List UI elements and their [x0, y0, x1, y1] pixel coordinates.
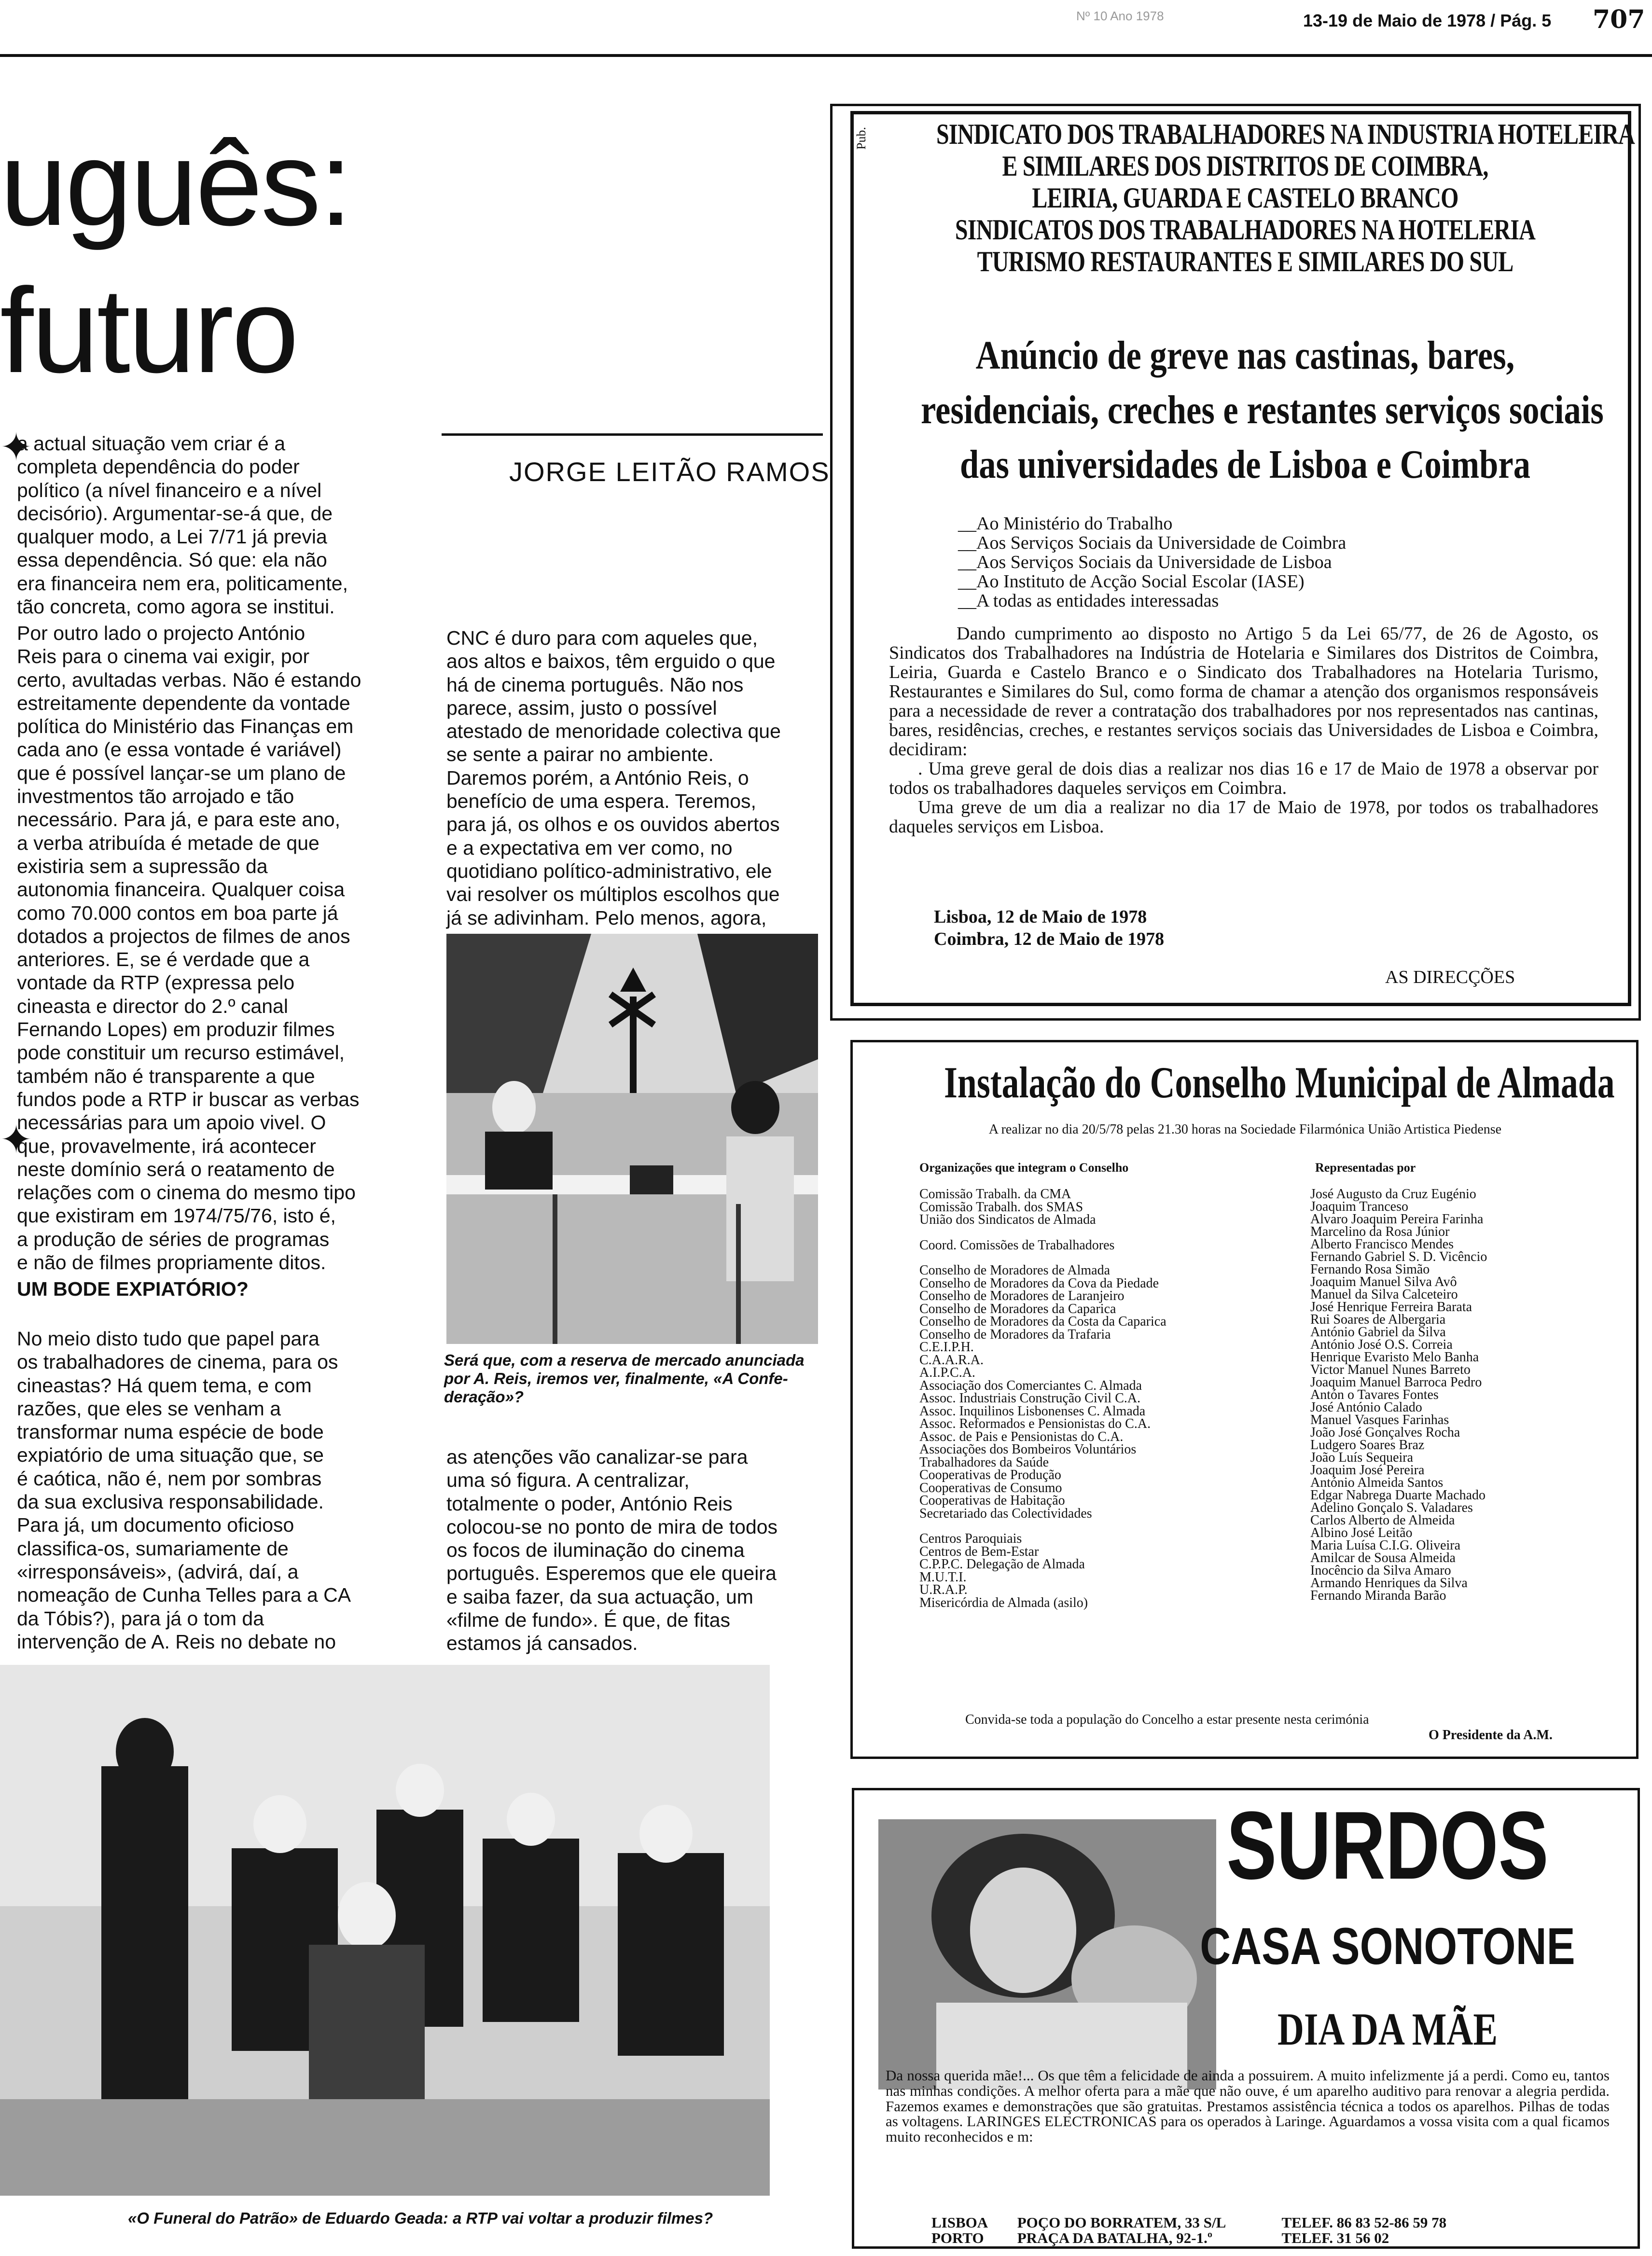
article-col2-para1: CNC é duro para com aqueles que, aos altos e baixos, têm erguido o que há de cinema português. Não nos parece, assim, justo o possível atestado de menoridade colectiva que se sente a pairar no ambiente. Daremos porém, a António Reis, o benefício de uma espera. Teremos, para já, os olhos e os ouvidos abertos e a expectativa em ver como, no quotidiano político-administrativo, ele vai resolver os múltiplos escolhos que já se adivinham. Pelo menos, agora, — [446, 627, 781, 929]
representative-item: Alvaro Joaquim Pereira Farinha — [1310, 1212, 1484, 1227]
article-col1-para1: a actual situação vem criar é a completa dependência do poder político (a nível financeiro e a nível decisório). Argumentar-se-á que, de qualquer modo, a Lei 7/71 já previa essa dependência. Só que: ela não era financeira nem era, politicamente, tão concreta, como agora se institui. — [17, 432, 348, 618]
representative-item: Armando Henriques da Silva — [1310, 1576, 1468, 1591]
byline-rule — [442, 433, 823, 436]
representative-item: Joaquim José Pereira — [1310, 1463, 1425, 1478]
union-line: SINDICATOS DOS TRABALHADORES NA HOTELERIA — [955, 214, 1536, 246]
header-rule — [0, 54, 1652, 57]
article-col2-para2: as atenções vão canalizar-se para uma só figura. A centralizar, totalmente o poder, António Reis colocou-se no ponto de mira de todos os focos de iluminação do cinema português. Esperemos que ele queira e saiba fazer, da sua actuação, um «filme de fundo». É que, de fitas estamos já cansados. — [446, 1446, 778, 1655]
article-subhead: UM BODE EXPIATÓRIO? — [17, 1278, 249, 1300]
greve-dates — [934, 906, 1164, 950]
greve-body-para: . Uma greve geral de dois dias a realizar nos dias 16 e 17 de Maio de 1978 a observar por todos os trabalhadores daqueles serviços em Coimbra. — [889, 759, 1598, 798]
greve-signature: AS DIRECÇÕES — [1385, 967, 1515, 987]
representative-item: Fernando Gabriel S. D. Vicêncio — [1310, 1249, 1487, 1264]
union-line: SINDICATO DOS TRABALHADORES NA INDUSTRIA HOTELEIRA — [936, 118, 1635, 150]
representative-item: Fernando Rosa Simão — [1310, 1262, 1430, 1277]
union-line: E SIMILARES DOS DISTRITOS DE COIMBRA, — [1002, 150, 1488, 182]
organization-item: C.E.I.P.H. — [919, 1340, 974, 1355]
representative-item: Fernando Miranda Barão — [1310, 1588, 1446, 1603]
organization-item: Trabalhadores da Saúde — [919, 1454, 1049, 1470]
union-line: TURISMO RESTAURANTES E SIMILARES DO SUL — [977, 246, 1513, 277]
sonotone-company: CASA SONOTONE — [1200, 1917, 1575, 1975]
greve-body-para: Uma greve de um dia a realizar no dia 17 de Maio de 1978, por todos os trabalhadores daqueles serviços em Lisboa. — [889, 797, 1598, 837]
sonotone-headline: SURDOS — [1226, 1792, 1549, 1899]
recipient-item: __Aos Serviços Sociais da Universidade de Coimbra — [958, 533, 1347, 553]
organization-item: C.A.A.R.A. — [919, 1352, 984, 1368]
article-col1-para2: Por outro lado o projecto António Reis para o cinema vai exigir, por certo, avultadas verbas. Não é estando estreitamente dependente da vontade política do Ministério das Finanças em cada ano (e essa vontade é variável) que é possível lançar-se um plano de investmentos tão arrojado e tão necessário. Para já, e para este ano, a verba atribuída é metade de que existiria sem a supressão da autonomia financeira. Qualquer coisa como 70.000 contos em boa parte já dotados a projectos de filmes de anos anteriores. E, se é verdade que a vontade da RTP (expressa pelo cineasta e director do 2.º canal Fernando Lopes) em produzir filmes pode constituir um recurso estimável, também não é transparente a que fundos pode a RTP ir buscar as verbas necessárias para um apoio vivel. O que, provavelmente, irá acontecer neste domínio será o reatamento de relações com o cinema do mesmo tipo que existiram em 1974/75/76, isto é, a produção de séries de programas e não de filmes propriamente ditos. — [17, 622, 361, 1274]
representative-item: Joaquim Manuel Barroca Pedro — [1310, 1375, 1482, 1390]
organization-item: Assoc. Inquilinos Lisbonenses C. Almada — [919, 1403, 1146, 1419]
almada-title: Instalação do Conselho Municipal de Almada — [944, 1058, 1615, 1107]
representative-item: Marcelino da Rosa Júnior — [1310, 1224, 1450, 1239]
organization-item: Assoc. de Pais e Pensionistas do C.A. — [919, 1429, 1124, 1444]
headline-line1: uguês: — [0, 116, 351, 250]
rep-column-header: Representadas por — [1315, 1161, 1416, 1175]
organization-item: A.I.P.C.A. — [919, 1365, 975, 1380]
cross-mark-icon: ✦ — [0, 425, 33, 470]
byline: JORGE LEITÃO RAMOS — [509, 457, 830, 487]
almada-subtitle: A realizar no dia 20/5/78 pelas 21.30 horas na Sociedade Filarmónica União Artistica Piedense — [988, 1122, 1502, 1137]
recipient-item: __Ao Instituto de Acção Social Escolar (IASE) — [958, 571, 1305, 592]
representative-item: António José O.S. Correia — [1310, 1337, 1453, 1352]
headline-line2: futuro — [0, 263, 297, 398]
funeral-do-patrao-photo — [0, 1665, 770, 2196]
organization-item: Cooperativas de Habitação — [919, 1493, 1065, 1508]
organization-item: Assoc. Reformados e Pensionistas do C.A. — [919, 1416, 1151, 1431]
representative-item: Henrique Evaristo Melo Banha — [1310, 1350, 1479, 1365]
representative-item: José Henrique Ferreira Barata — [1310, 1300, 1472, 1315]
cross-mark-icon: ✦ — [0, 1117, 33, 1162]
org-column-header: Organizações que integram o Conselho — [919, 1161, 1129, 1175]
organization-item: Conselho de Moradores da Trafaria — [919, 1327, 1111, 1342]
confederacao-photo — [446, 934, 818, 1344]
contact-city: PORTO — [931, 2229, 984, 2246]
greve-body-para: Dando cumprimento ao disposto no Artigo 5 da Lei 65/77, de 26 de Agosto, os Sindicatos dos Trabalhadores na Indústria de Hotelaria e Similares dos Distritos de Coimbra, Leiria, Guarda e Castelo Branco e o Sindicato dos Trabalhadores na Hotelaria Turismo, Restaurantes e Similares do Sul, como forma de chamar a atenção dos organismos responsáveis para a necessidade de rever a contratação dos trabalhadores por nos representados nas cantinas, bares, residências, creches, e restantes serviços sociais das Universidades de Lisboa e Coimbra, decidiram: — [889, 623, 1598, 760]
organization-item: Assoc. Industriais Construção Civil C.A. — [919, 1391, 1141, 1406]
recipient-item: __Ao Ministério do Trabalho — [958, 513, 1173, 534]
contact-phone: TELEF. 86 83 52-86 59 78 — [1281, 2214, 1447, 2231]
representative-item: Rui Soares de Albergaria — [1310, 1312, 1446, 1327]
mother-portrait-photo — [878, 1819, 1216, 2090]
organization-item: Comissão Trabalh. dos SMAS — [919, 1199, 1083, 1215]
representative-item: Joaquim Manuel Silva Avô — [1310, 1274, 1457, 1289]
representative-item: João José Gonçalves Rocha — [1310, 1425, 1460, 1440]
greve-headline — [921, 328, 1604, 492]
representative-item: Amilcar de Sousa Almeida — [1310, 1550, 1456, 1565]
contact-row — [931, 2230, 1446, 2246]
representative-item: Victor Manuel Nunes Barreto — [1310, 1362, 1471, 1377]
greve-recipients — [958, 514, 1537, 610]
organization-item: M.U.T.I. — [919, 1569, 967, 1585]
representative-item: Adelino Gonçalo S. Valadares — [1310, 1500, 1473, 1515]
organization-item: Cooperativas de Produção — [919, 1467, 1061, 1482]
contact-address: POÇO DO BORRATEM, 33 S/L — [1017, 2214, 1226, 2231]
organization-item: Centros de Bem-Estar — [919, 1544, 1039, 1559]
date-coimbra: Coimbra, 12 de Maio de 1978 — [934, 929, 1165, 949]
almada-invite: Convida-se toda a população do Concelho a estar presente nesta cerimónia — [965, 1712, 1369, 1727]
representative-item: João Luís Sequeira — [1310, 1450, 1414, 1465]
representative-item: Manuel Vasques Farinhas — [1310, 1412, 1449, 1427]
organization-item: Conselho de Moradores da Costa da Caparica — [919, 1314, 1166, 1329]
representative-item: José António Calado — [1310, 1400, 1422, 1415]
organization-item: Conselho de Moradores de Almada — [919, 1263, 1111, 1278]
pub-label: Pub. — [854, 127, 868, 150]
organization-item: Comissão Trabalh. da CMA — [919, 1187, 1071, 1202]
contact-phone: TELEF. 31 56 02 — [1281, 2229, 1389, 2246]
recipient-item: __Aos Serviços Sociais da Universidade de Lisboa — [958, 552, 1332, 572]
header-faded-text: Nº 10 Ano 1978 — [1076, 9, 1164, 23]
organization-item: Centros Paroquiais — [919, 1531, 1022, 1546]
sonotone-body: Da nossa querida mãe!... Os que têm a felicidade de ainda a possuirem. A muito infelizmente já a perdi. Como eu, tantos nas minhas condições. A melhor oferta para a mãe que não ouve, é um aparelho auditivo para renovar a alegria perdida. Fazemos exames e demonstrações que são gratuitas. Prestamos assistência técnica a todos os aparelhos. Pilhas de todas as voltagens. LARINGES ELECTRONICAS para os operados à Laringe. Aguardamos a vossa visita com a qual ficamos muito reconhecidos e m: — [886, 2067, 1610, 2145]
representative-item: Maria Luísa C.I.G. Oliveira — [1310, 1538, 1461, 1553]
greve-headline-line: residenciais, creches e restantes serviços sociais — [921, 388, 1604, 432]
newspaper-logo: 707 — [1593, 5, 1645, 34]
photo2-caption: «O Funeral do Patrão» de Eduardo Geada: a RTP vai voltar a produzir filmes? — [128, 2209, 713, 2227]
contact-city: LISBOA — [931, 2214, 988, 2231]
contact-row — [931, 2215, 1446, 2230]
representatives-list — [1310, 1188, 1610, 1602]
organization-item: Coord. Comissões de Trabalhadores — [919, 1237, 1115, 1253]
date-lisboa: Lisboa, 12 de Maio de 1978 — [934, 907, 1147, 927]
greve-headline-line: das universidades de Lisboa e Coimbra — [959, 442, 1531, 487]
organization-item: União dos Sindicatos de Almada — [919, 1212, 1096, 1227]
representative-item: Manuel da Silva Calceteiro — [1310, 1287, 1458, 1302]
organization-item: Associações dos Bombeiros Voluntários — [919, 1442, 1137, 1457]
almada-signature: O Presidente da A.M. — [1429, 1728, 1553, 1743]
issue-date-page: 13-19 de Maio de 1978 / Pág. 5 — [1303, 11, 1552, 30]
representative-item: Carlos Alberto de Almeida — [1310, 1513, 1455, 1528]
representative-item: Alberto Francisco Mendes — [1310, 1237, 1454, 1252]
organization-item: Conselho de Moradores da Cova da Piedade — [919, 1275, 1159, 1291]
representative-item: Edgar Nabrega Duarte Machado — [1310, 1488, 1486, 1503]
sonotone-contacts — [931, 2215, 1446, 2246]
representative-item: António Gabriel da Silva — [1310, 1325, 1446, 1340]
representative-item: António Almeida Santos — [1310, 1475, 1444, 1490]
organization-item: Conselho de Moradores de Laranjeiro — [919, 1288, 1124, 1303]
organization-item: C.P.P.C. Delegação de Almada — [919, 1557, 1085, 1572]
greve-headline-line: Anúncio de greve nas castinas, bares, — [975, 333, 1515, 378]
organization-item: Conselho de Moradores da Caparica — [919, 1301, 1116, 1316]
organization-item: Misericórdia de Almada (asilo) — [919, 1595, 1088, 1610]
organization-item: Cooperativas de Consumo — [919, 1480, 1062, 1495]
representative-item: Joaquim Tranceso — [1310, 1199, 1408, 1214]
photo1-caption: Será que, com a reserva de mercado anunciada por A. Reis, iremos ver, finalmente, «A Confe- deração»? — [444, 1351, 805, 1406]
representative-item: Inocêncio da Silva Amaro — [1310, 1563, 1451, 1578]
sonotone-occasion: DIA DA MÃE — [1277, 2004, 1498, 2055]
recipient-item: __A todas as entidades interessadas — [958, 591, 1219, 611]
contact-address: PRAÇA DA BATALHA, 92-1.º — [1017, 2229, 1213, 2246]
union-line: LEIRIA, GUARDA E CASTELO BRANCO — [1032, 182, 1458, 214]
union-names — [936, 118, 1635, 277]
representative-item: Albino José Leitão — [1310, 1525, 1413, 1540]
organization-item — [919, 1227, 1286, 1239]
article-col1-para3: No meio disto tudo que papel para os trabalhadores de cinema, para os cineastas? Há quem tema, e com razões, que eles se venham a transformar numa espécie de bode expiatório de uma situação que, se é caótica, não é, nem por sombras da sua exclusiva responsabilidade. Para já, um documento oficioso classifica-os, sumariamente de «irresponsáveis», (advirá, daí, a nomeação de Cunha Telles para a CA da Tóbis?), para já o tom da intervenção de A. Reis no debate no — [17, 1328, 351, 1653]
organization-item: U.R.A.P. — [919, 1582, 968, 1597]
organization-item: Associação dos Comerciantes C. Almada — [919, 1378, 1142, 1393]
organization-item: Secretariado das Colectividades — [919, 1506, 1092, 1521]
representative-item: Ludgero Soares Braz — [1310, 1438, 1425, 1453]
greve-body — [889, 624, 1598, 836]
representative-item: Antón o Tavares Fontes — [1310, 1387, 1439, 1402]
organizations-list — [919, 1188, 1286, 1609]
representative-item: José Augusto da Cruz Eugénio — [1310, 1187, 1476, 1202]
